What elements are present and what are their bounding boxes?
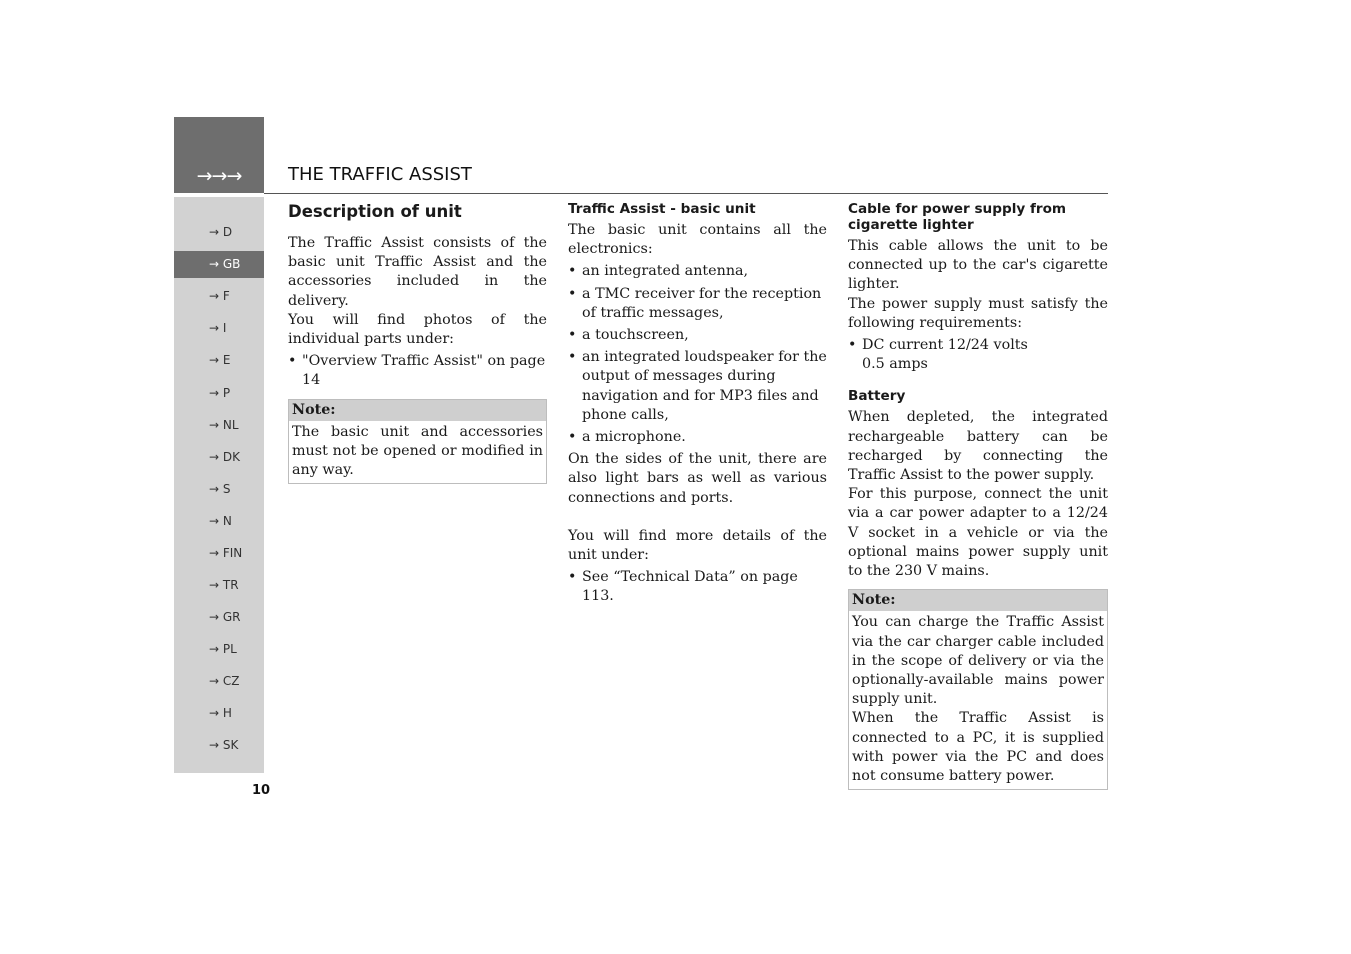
note-text-charge: You can charge the Traffic Assist via the car charger cable included in the scope of delivery or via the optionally-available mains power supply unit. [852,614,1104,708]
sidebar-item-nl[interactable]: → NL [209,418,239,432]
header-arrows-icon: →→→ [196,165,242,187]
list-item: • a microphone. [568,428,827,447]
sidebar-item-d[interactable]: → D [209,225,233,239]
note-label: Note: [849,590,1107,611]
list-item: • See “Technical Data” on page 113. [568,568,827,606]
note-box [288,399,547,485]
sidebar-item-tr[interactable]: → TR [209,578,239,592]
list-item: • an integrated antenna, [568,262,827,281]
sidebar-item-sk[interactable]: → SK [209,738,239,752]
paragraph: The basic unit contains all the electronics: [568,222,827,258]
sidebar-item-n[interactable]: → N [209,514,232,528]
bullet-list [568,568,827,606]
note-text-pc: When the Traffic Assist is connected to a PC, it is supplied with power via the PC and does not consume battery power. [852,710,1104,785]
sidebar-item-cz[interactable]: → CZ [209,674,240,688]
sidebar-item-p[interactable]: → P [209,386,231,400]
paragraph: On the sides of the unit, there are also light bars as well as various connections and ports. [568,451,827,506]
list-item: • "Overview Traffic Assist" on page 14 [288,352,547,390]
note-box [848,589,1108,790]
column-description [288,201,547,484]
note-text [849,611,1107,789]
sidebar-item-fin[interactable]: → FIN [209,546,243,560]
paragraph: You will find more details of the unit under: [568,527,827,564]
note-text: The basic unit and accessories must not be opened or modified in any way. [292,423,543,479]
bullet-list [848,336,1108,374]
note-label: Note: [289,400,546,421]
section-heading-description: Description of unit [288,202,462,221]
section-heading-basic-unit: Traffic Assist - basic unit [568,201,756,217]
list-item: • a touchscreen, [568,326,827,345]
sidebar-item-s[interactable]: → S [209,482,231,496]
list-item [848,336,1108,374]
sidebar-item-e[interactable]: → E [209,353,231,367]
column-basic-unit [568,201,827,610]
bullet-list [568,262,827,447]
paragraph: You will find photos of the individual parts under: [288,311,547,348]
sidebar-item-f[interactable]: → F [209,289,230,303]
paragraph: This cable allows the unit to be connected up to the car's cigarette lighter. [848,238,1108,293]
paragraph: The Traffic Assist consists of the basic unit Traffic Assist and the accessories included in the delivery. [288,235,547,309]
section-heading-cable: Cable for power supply from cigarette lighter [848,201,1067,233]
list-item: • a TMC receiver for the reception of traffic messages, [568,285,827,323]
list-item: • an integrated loudspeaker for the output of messages during navigation and for MP3 files and phone calls, [568,348,827,425]
page-title: THE TRAFFIC ASSIST [288,164,472,185]
paragraph: The power supply must satisfy the following requirements: [848,295,1108,331]
page-number: 10 [252,783,271,798]
requirement-current: 0.5 amps [862,356,928,373]
sidebar-item-i[interactable]: → I [209,321,227,335]
bullet-list [288,352,547,390]
header-block [174,117,264,193]
sidebar-item-gr[interactable]: → GR [209,610,241,624]
sidebar-item-pl[interactable]: → PL [209,642,237,656]
column-power-battery [848,201,1108,790]
sidebar-item-dk[interactable]: → DK [209,450,240,464]
header-divider [264,193,1108,194]
paragraph: When depleted, the integrated rechargeable battery can be recharged by connecting the Traffic Assist to the power supply. [848,409,1108,484]
sidebar-item-h[interactable]: → H [209,706,232,720]
section-heading-battery: Battery [848,388,906,405]
paragraph: For this purpose, connect the unit via a car power adapter to a 12/24 V socket in a vehicle or via the optional mains power supply unit to the 230 V mains. [848,486,1108,580]
sidebar-item-gb[interactable]: → GB [174,251,264,278]
language-sidebar [174,197,264,773]
requirement-voltage: DC current 12/24 volts [862,337,1028,354]
